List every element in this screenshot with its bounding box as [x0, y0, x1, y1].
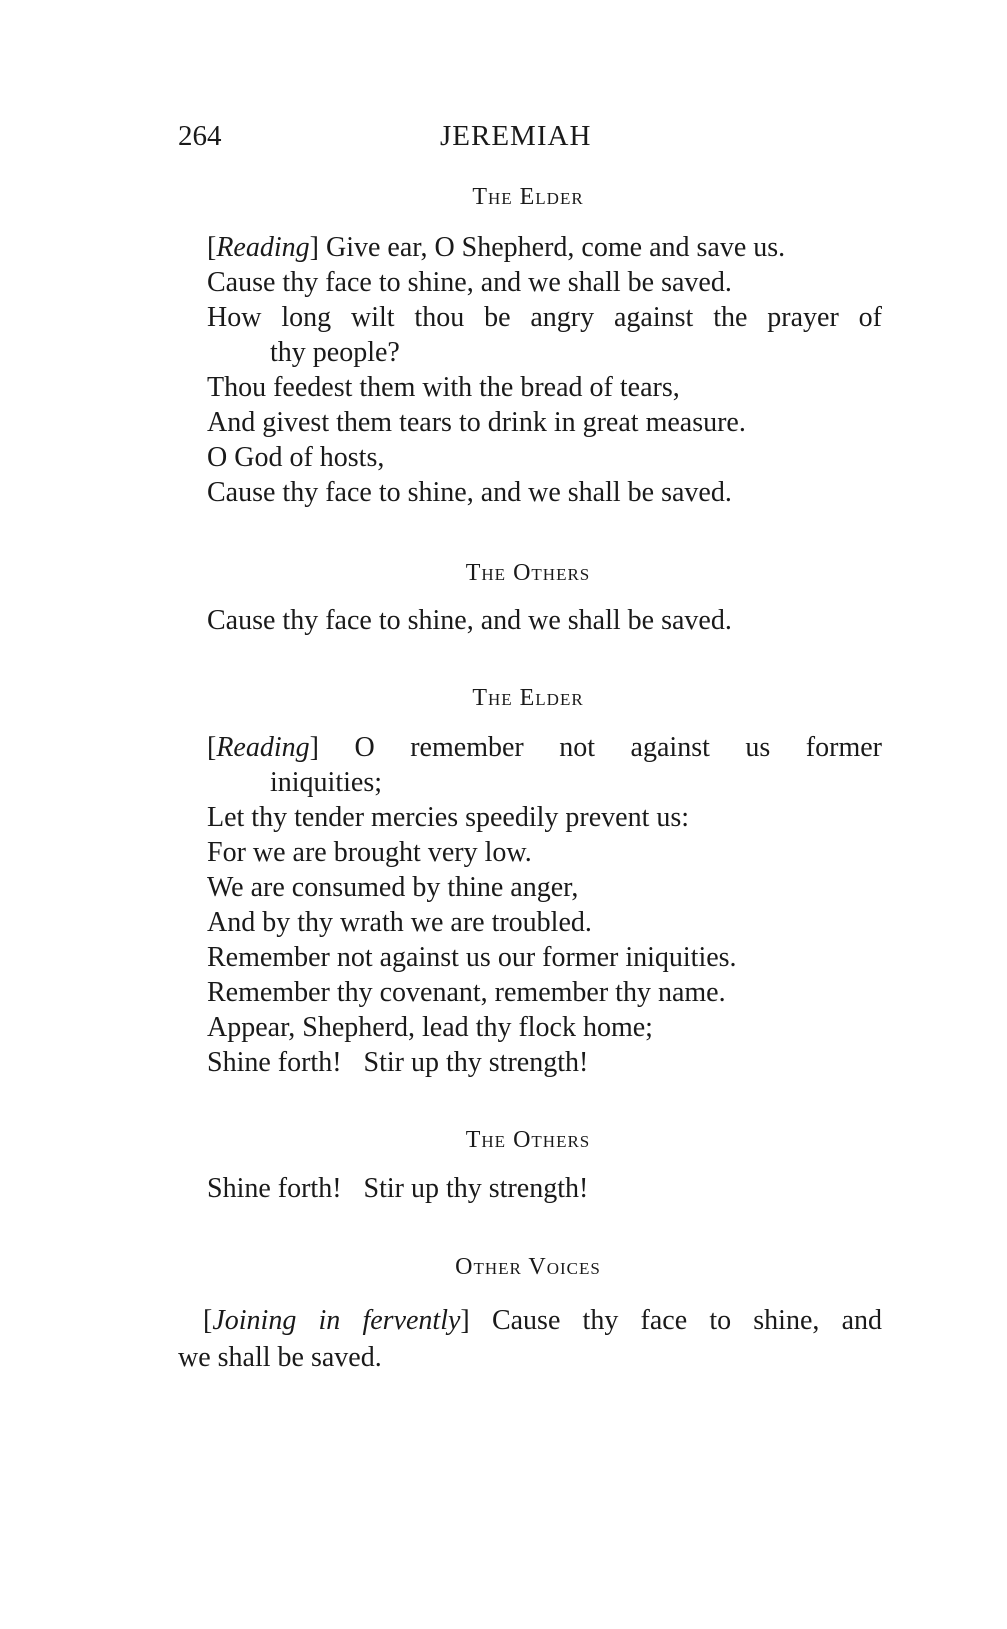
verse-block [207, 1171, 882, 1206]
verse-block [207, 230, 882, 510]
speaker-heading: The Others [465, 560, 591, 586]
speaker-heading: The Elder [472, 184, 584, 210]
verse-line: Remember thy covenant, remember thy name. [207, 977, 726, 1008]
stage-direction: Reading [216, 732, 310, 763]
speaker-heading: Other Voices [455, 1254, 601, 1280]
verse-line: Let thy tender mercies speedily prevent us: [207, 802, 690, 833]
stage-direction: Joining in fervently [212, 1305, 461, 1336]
verse-line: [Reading] O remember not against us former [207, 732, 882, 763]
speaker-heading: The Elder [472, 685, 584, 711]
verse-block [207, 603, 882, 638]
verse-line: And givest them tears to drink in great measure. [207, 407, 746, 438]
running-head [178, 120, 878, 160]
verse-line: Appear, Shepherd, lead thy flock home; [207, 1012, 653, 1043]
verse-line-continuation: thy people? [270, 337, 400, 368]
prose-block [178, 1302, 882, 1376]
verse-line: Thou feedest them with the bread of tears, [207, 372, 680, 403]
verse-line-continuation: iniquities; [270, 767, 382, 798]
verse-line: For we are brought very low. [207, 837, 532, 868]
verse-line: Cause thy face to shine, and we shall be saved. [207, 477, 732, 508]
verse-line: How long wilt thou be angry against the prayer of [207, 302, 882, 333]
verse-line: Shine forth! Stir up thy strength! [207, 1047, 589, 1078]
book-title: JEREMIAH [440, 120, 592, 152]
speaker-heading: The Others [465, 1127, 591, 1153]
prose-line: [Joining in fervently] Cause thy face to shine, and [203, 1305, 882, 1336]
verse-line: O God of hosts, [207, 442, 385, 473]
verse-line: We are consumed by thine anger, [207, 872, 579, 903]
page-number: 264 [178, 120, 222, 152]
verse-block [207, 730, 882, 1080]
verse-line: [Reading] Give ear, O Shepherd, come and save us. [207, 232, 786, 263]
verse-line: Remember not against us our former iniquities. [207, 942, 737, 973]
stage-direction: Reading [216, 232, 310, 263]
prose-line: we shall be saved. [178, 1342, 382, 1373]
verse-line: Shine forth! Stir up thy strength! [207, 1173, 589, 1204]
verse-line: Cause thy face to shine, and we shall be saved. [207, 267, 732, 298]
verse-line: And by thy wrath we are troubled. [207, 907, 592, 938]
verse-line: Cause thy face to shine, and we shall be saved. [207, 605, 732, 636]
